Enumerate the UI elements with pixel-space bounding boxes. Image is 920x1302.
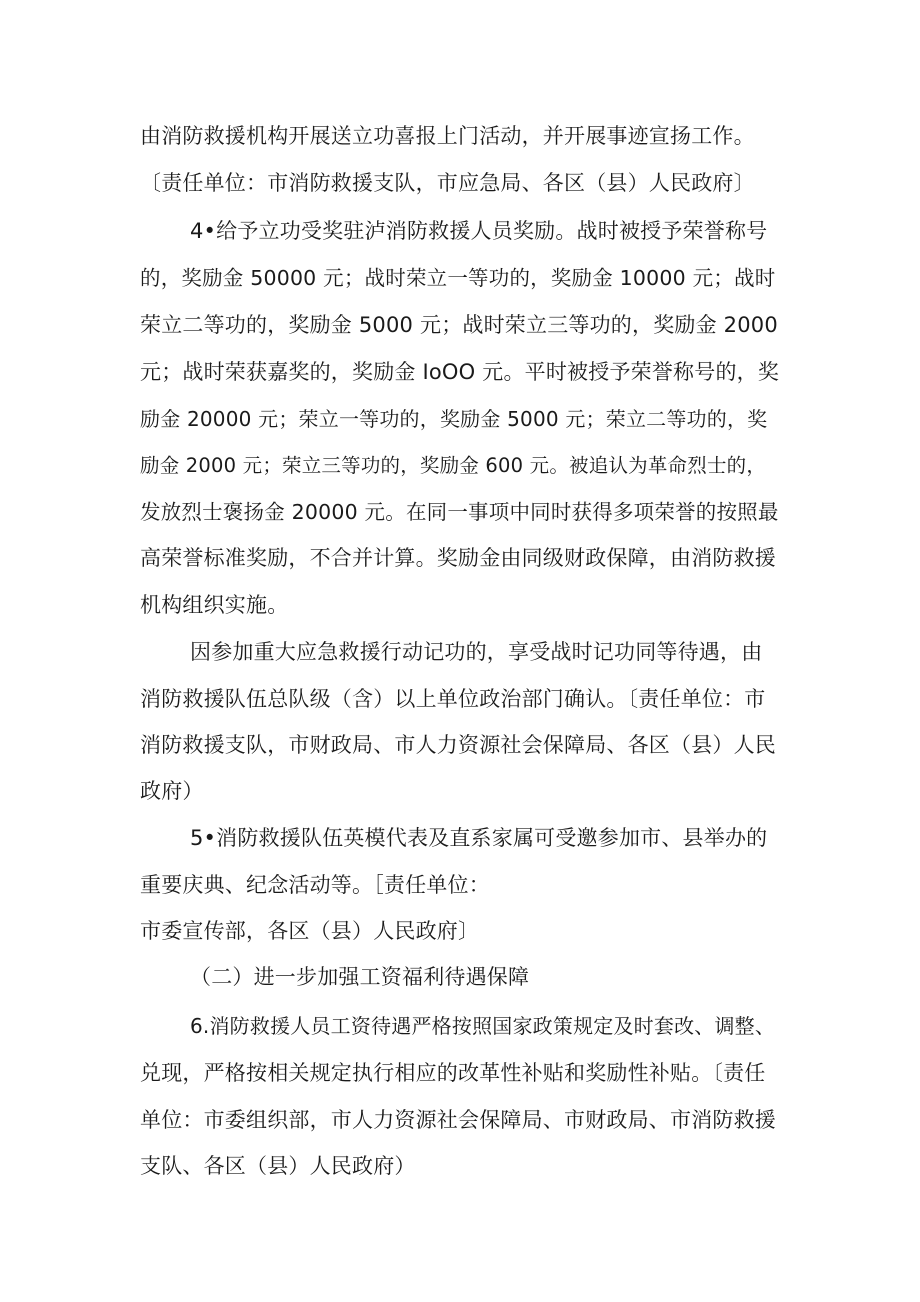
- text-line-18: 市委宣传部，各区（县）人民政府〕: [140, 919, 480, 943]
- text-line-15: 政府）: [140, 779, 204, 803]
- text-line-1: 由消防救援机构开展送立功喜报上门活动，并开展事迹宣扬工作。: [140, 124, 755, 148]
- text-line-10: 高荣誉标准奖励，不合并计算。奖励金由同级财政保障，由消防救援: [140, 546, 776, 570]
- text-line-7: 励金 20000 元；荣立一等功的，奖励金 5000 元；荣立二等功的，奖: [140, 407, 768, 431]
- text-line-6: 元；战时荣获嘉奖的，奖励金 IoOO 元。平时被授予荣誉称号的，奖: [140, 360, 780, 384]
- text-line-16: 5•消防救援队伍英模代表及直系家属可受邀参加市、县举办的: [190, 826, 768, 850]
- text-line-9: 发放烈士褒扬金 20000 元。在同一事项中同时获得多项荣誉的按照最: [140, 500, 779, 524]
- section-heading: （二）进一步加强工资福利待遇保障: [190, 965, 530, 989]
- text-line-11: 机构组织实施。: [140, 593, 289, 617]
- text-line-14: 消防救援支队，市财政局、市人力资源社会保障局、各区（县）人民: [140, 733, 776, 757]
- text-line-12: 因参加重大应急救援行动记功的，享受战时记功同等待遇，由: [190, 640, 763, 664]
- text-line-4: 的，奖励金 50000 元；战时荣立一等功的，奖励金 10000 元；战时: [140, 266, 776, 290]
- text-line-13: 消防救援队伍总队级（含）以上单位政治部门确认。〔责任单位：市: [140, 687, 766, 711]
- text-line-23: 支队、各区（县）人民政府）: [140, 1154, 416, 1178]
- text-line-17: 重要庆典、纪念活动等。［责任单位：: [140, 873, 490, 897]
- text-line-3: 4•给予立功受奖驻泸消防救援人员奖励。战时被授予荣誉称号: [190, 219, 768, 243]
- text-line-8: 励金 2000 元；荣立三等功的，奖励金 600 元。被追认为革命烈士的，: [140, 454, 767, 477]
- text-line-20: 6.消防救援人员工资待遇严格按照国家政策规定及时套改、调整、: [190, 1014, 776, 1038]
- text-line-21: 兑现，严格按相关规定执行相应的改革性补贴和奖励性补贴。〔责任: [140, 1061, 766, 1085]
- text-line-22: 单位：市委组织部，市人力资源社会保障局、市财政局、市消防救援: [140, 1108, 776, 1132]
- text-line-5: 荣立二等功的，奖励金 5000 元；战时荣立三等功的，奖励金 2000: [140, 313, 778, 337]
- text-line-2: 〔责任单位：市消防救援支队，市应急局、各区（县）人民政府〕: [140, 171, 755, 195]
